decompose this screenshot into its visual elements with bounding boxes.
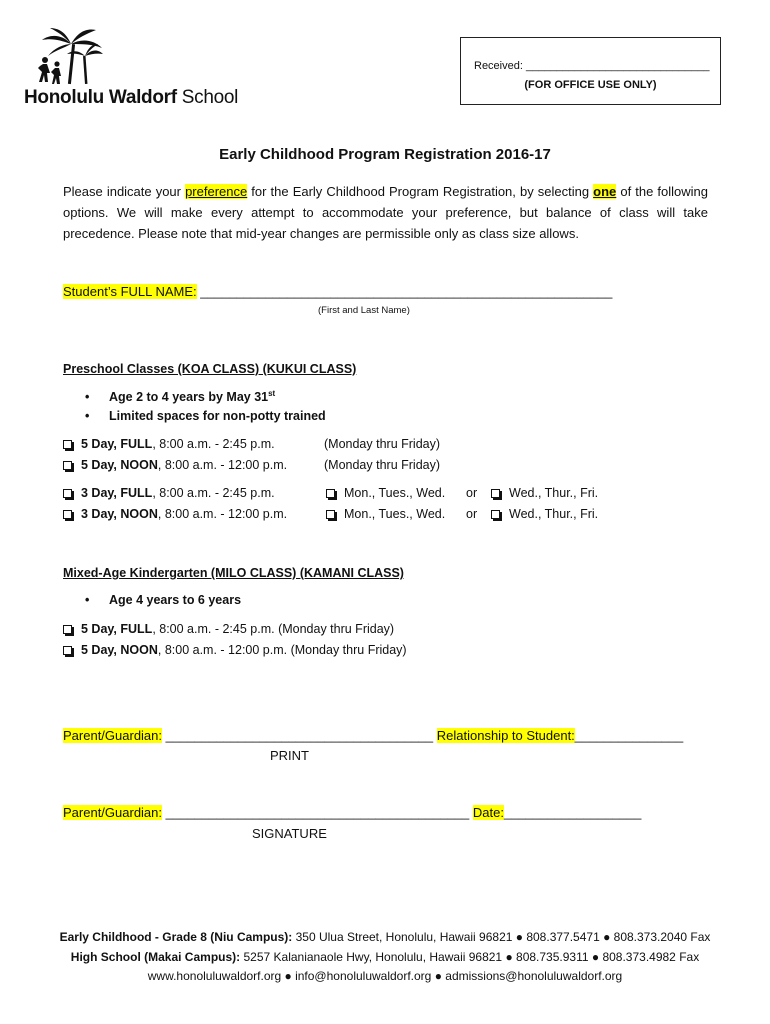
preschool-option-5day-full[interactable] bbox=[63, 437, 275, 451]
checkbox-icon[interactable] bbox=[63, 489, 72, 498]
office-use-box bbox=[460, 37, 721, 105]
parent-label: Parent/Guardian: bbox=[63, 728, 163, 743]
days-wtf: Wed., Thur., Fri. bbox=[509, 486, 599, 500]
bullet-text: Age 2 to 4 years by May 31 bbox=[109, 390, 269, 405]
option-wtf-full[interactable] bbox=[491, 486, 598, 500]
checkbox-icon[interactable] bbox=[63, 646, 72, 655]
received-field: Received: ______________________________ bbox=[474, 60, 710, 72]
bullet-text: Limited spaces for non-potty trained bbox=[109, 409, 326, 423]
option-rest: , 8:00 a.m. - 12:00 p.m. (Monday thru Friday) bbox=[157, 643, 407, 657]
option-label: 5 Day, FULL bbox=[81, 437, 153, 451]
date-label: Date: bbox=[472, 805, 504, 820]
bullet-text: Age 4 years to 6 years bbox=[109, 593, 242, 607]
option-label: 5 Day, FULL bbox=[81, 622, 153, 636]
option-label: 5 Day, NOON bbox=[81, 643, 158, 657]
parent-signature-field[interactable] bbox=[63, 805, 641, 820]
checkbox-icon[interactable] bbox=[326, 510, 335, 519]
option-time: , 8:00 a.m. - 12:00 p.m. bbox=[157, 458, 288, 472]
preschool-option-5day-noon[interactable] bbox=[63, 458, 287, 472]
relationship-label: Relationship to Student: bbox=[436, 728, 575, 743]
checkbox-icon[interactable] bbox=[326, 489, 335, 498]
kindergarten-heading: Mixed-Age Kindergarten (MILO CLASS) (KAMANI CLASS) bbox=[63, 566, 404, 580]
parent-label: Parent/Guardian: bbox=[63, 805, 163, 820]
intro-text-3: for the Early Childhood Program Registration, by selecting bbox=[247, 184, 594, 199]
student-name-line: _________________________________________________________ bbox=[196, 284, 613, 299]
days-mtw: Mon., Tues., Wed. bbox=[344, 486, 446, 500]
days-wtf: Wed., Thur., Fri. bbox=[509, 507, 599, 521]
bullet-sup: st bbox=[268, 389, 276, 398]
kindergarten-bullet-age: • Age 4 years to 6 years bbox=[85, 593, 242, 607]
footer-contact-links[interactable]: www.honoluluwaldorf.org ● info@honoluluwaldorf.org ● admissions@honoluluwaldorf.org bbox=[147, 969, 623, 983]
footer-text: 5257 Kalanianaole Hwy, Honolulu, Hawaii 96821 ● 808.735.9311 ● 808.373.4982 Fax bbox=[240, 950, 700, 964]
preschool-option-3day-noon[interactable] bbox=[63, 507, 287, 521]
parent-line: _____________________________________ bbox=[162, 728, 437, 743]
option-time: , 8:00 a.m. - 12:00 p.m. bbox=[157, 507, 288, 521]
parent-line: __________________________________________ bbox=[162, 805, 473, 820]
days-mtw: Mon., Tues., Wed. bbox=[344, 507, 446, 521]
or-label: or bbox=[466, 507, 478, 521]
checkbox-icon[interactable] bbox=[63, 510, 72, 519]
student-name-field[interactable] bbox=[63, 284, 612, 299]
option-wtf-noon[interactable] bbox=[491, 507, 598, 521]
school-name-light: School bbox=[176, 87, 239, 108]
option-label: 3 Day, FULL bbox=[81, 486, 153, 500]
footer-text: 350 Ulua Street, Honolulu, Hawaii 96821 ● 808.377.5471 ● 808.373.2040 Fax bbox=[292, 930, 711, 944]
school-name bbox=[24, 87, 238, 109]
checkbox-icon[interactable] bbox=[491, 510, 500, 519]
student-name-label: Student’s FULL NAME: bbox=[63, 284, 197, 299]
preschool-option-3day-full[interactable] bbox=[63, 486, 275, 500]
footer-label: High School (Makai Campus): bbox=[70, 950, 241, 964]
intro-text-1: Please indicate your bbox=[63, 184, 186, 199]
checkbox-icon[interactable] bbox=[63, 625, 72, 634]
school-name-bold: Honolulu Waldorf bbox=[24, 87, 177, 108]
intro-one: one bbox=[593, 184, 617, 199]
relationship-line: _______________ bbox=[574, 728, 684, 743]
checkbox-icon[interactable] bbox=[63, 440, 72, 449]
intro-paragraph bbox=[63, 181, 708, 244]
office-use-only-label: (FOR OFFICE USE ONLY) bbox=[524, 79, 657, 91]
option-days: (Monday thru Friday) bbox=[324, 458, 441, 472]
preschool-heading: Preschool Classes (KOA CLASS) (KUKUI CLASS) bbox=[63, 362, 357, 376]
option-time: , 8:00 a.m. - 2:45 p.m. bbox=[152, 486, 275, 500]
checkbox-icon[interactable] bbox=[491, 489, 500, 498]
school-logo-icon bbox=[34, 26, 104, 90]
intro-text-5: of the following options. We will make every attempt to accommodate your preference, but balance of class will take precedence. Please note that mid-year changes are permissible only as class size allows. bbox=[63, 184, 708, 241]
date-line: ___________________ bbox=[503, 805, 642, 820]
option-label: 5 Day, NOON bbox=[81, 458, 158, 472]
footer-makai-campus bbox=[0, 950, 770, 964]
or-label: or bbox=[466, 486, 478, 500]
kindergarten-option-5day-full[interactable] bbox=[63, 622, 394, 636]
option-label: 3 Day, NOON bbox=[81, 507, 158, 521]
preschool-bullet-potty: • Limited spaces for non-potty trained bbox=[85, 409, 326, 423]
intro-preference: preference bbox=[185, 184, 248, 199]
print-caption: PRINT bbox=[270, 748, 309, 763]
option-mtw-noon[interactable] bbox=[326, 507, 445, 521]
parent-print-field[interactable] bbox=[63, 728, 683, 743]
option-mtw-full[interactable] bbox=[326, 486, 445, 500]
option-days: (Monday thru Friday) bbox=[324, 437, 441, 451]
kindergarten-option-5day-noon[interactable] bbox=[63, 643, 407, 657]
checkbox-icon[interactable] bbox=[63, 461, 72, 470]
student-name-hint: (First and Last Name) bbox=[318, 305, 410, 316]
option-rest: , 8:00 a.m. - 2:45 p.m. (Monday thru Friday) bbox=[152, 622, 395, 636]
footer-niu-campus bbox=[0, 930, 770, 944]
page-title: Early Childhood Program Registration 2016-17 bbox=[219, 146, 551, 163]
preschool-bullet-age: • Age 2 to 4 years by May 31st bbox=[85, 389, 276, 405]
option-time: , 8:00 a.m. - 2:45 p.m. bbox=[152, 437, 275, 451]
signature-caption: SIGNATURE bbox=[252, 826, 327, 841]
footer-label: Early Childhood - Grade 8 (Niu Campus): bbox=[59, 930, 293, 944]
